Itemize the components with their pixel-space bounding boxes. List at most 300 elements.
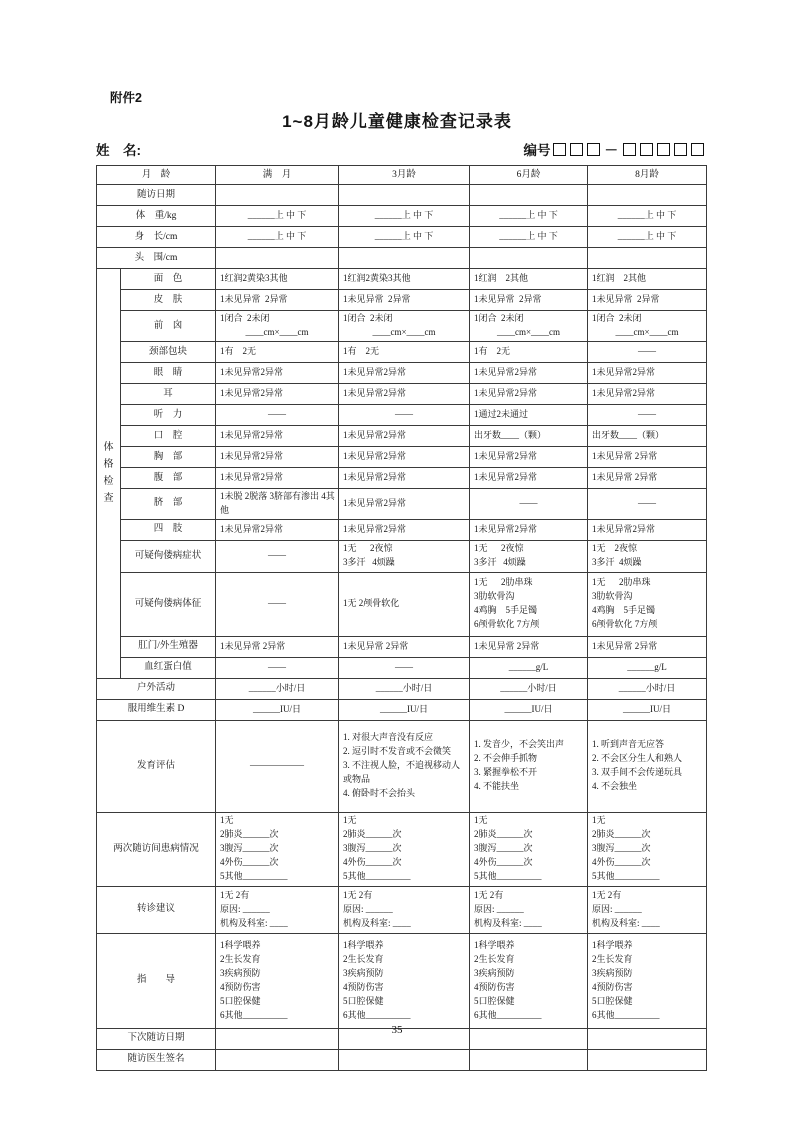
cell — [470, 446, 588, 467]
cell — [588, 572, 707, 636]
code-box — [691, 143, 704, 156]
cell-line: —— — [638, 408, 657, 419]
cell — [339, 446, 470, 467]
section-label: 体 格 检 查 — [97, 269, 121, 679]
cell — [588, 657, 707, 678]
cell — [339, 383, 470, 404]
cell-line: 1未见异常 2异常 — [343, 640, 409, 651]
health-check-table — [96, 165, 707, 1071]
row-label: 听 力 — [121, 404, 216, 425]
cell — [216, 425, 339, 446]
table-row — [97, 269, 707, 290]
cell-line: 5其他__________ — [474, 871, 542, 882]
cell-line: 5其他__________ — [220, 871, 288, 882]
cell-line: 1有 2无 — [343, 345, 380, 356]
column-header: 8月龄 — [588, 166, 707, 185]
cell-line: 1未见异常2异常 — [474, 450, 538, 461]
cell-line: 1未见异常2异常 — [343, 450, 407, 461]
cell — [470, 699, 588, 720]
cell-line: —— — [638, 497, 657, 508]
table-row — [97, 488, 707, 519]
cell-line: —— — [268, 661, 287, 672]
cell-line: 1未见异常2异常 — [474, 471, 538, 482]
cell-line: —— — [395, 408, 414, 419]
cell — [339, 488, 470, 519]
cell — [216, 248, 339, 269]
cell — [339, 467, 470, 488]
page-title: 1~8月龄儿童健康检查记录表 — [282, 112, 512, 131]
cell — [339, 636, 470, 657]
cell-line: 3疾病预防 — [592, 967, 633, 978]
cell — [339, 269, 470, 290]
cell-line: 1无 2有 — [474, 889, 504, 900]
cell-line: 6其他__________ — [220, 1009, 288, 1020]
cell-line: 1红润 2其他 — [474, 273, 529, 284]
cell — [216, 383, 339, 404]
cell — [588, 933, 707, 1028]
cell — [588, 886, 707, 933]
cell — [588, 185, 707, 206]
cell — [216, 720, 339, 812]
cell-line: 1红润2黄染3其他 — [220, 273, 288, 284]
cell-line: 2生长发育 — [474, 953, 515, 964]
row-label: 随访医生签名 — [97, 1049, 216, 1070]
cell-line: 4. 不能扶坐 — [474, 781, 520, 792]
cell-line: ____cm×____cm — [615, 326, 679, 337]
cell — [216, 933, 339, 1028]
cell-line: 4鸡胸 5手足镯 — [474, 605, 538, 616]
cell-line: 1未见异常 2异常 — [592, 450, 658, 461]
cell-line: 1无 2肋串珠 — [592, 577, 651, 588]
table-row — [97, 185, 707, 206]
cell — [470, 425, 588, 446]
cell-line: 1无 — [592, 815, 606, 826]
cell-line: 1闭合 2未闭 — [343, 313, 393, 323]
cell-line: 1科学喂养 — [220, 939, 261, 950]
cell-line: 5口腔保健 — [220, 995, 261, 1006]
cell-line: ______上 中 下 — [374, 210, 434, 221]
cell-line: 1未见异常2异常 — [343, 471, 407, 482]
cell-line: 1闭合 2未闭 — [592, 313, 642, 323]
cell-line: 5口腔保健 — [343, 995, 384, 1006]
cell — [470, 185, 588, 206]
cell-line: ______上 中 下 — [499, 231, 558, 242]
cell — [470, 248, 588, 269]
row-label: 头 围/cm — [97, 248, 216, 269]
table-row — [97, 1049, 707, 1070]
table-row — [97, 886, 707, 933]
cell — [216, 362, 339, 383]
cell-line: —— — [638, 345, 657, 356]
cell — [216, 269, 339, 290]
cell-line: 3疾病预防 — [343, 967, 384, 978]
column-header: 月 龄 — [97, 166, 216, 185]
cell-line: 1未见异常2异常 — [343, 523, 407, 534]
column-header: 3月龄 — [339, 166, 470, 185]
cell-line: 原因: ______ — [343, 903, 393, 914]
cell-line: 3. 双手间不会传递玩具 — [592, 767, 683, 778]
cell-line: 1未见异常2异常 — [220, 366, 284, 377]
cell-line: 5其他__________ — [343, 871, 411, 882]
cell-line: ______上 中 下 — [617, 231, 677, 242]
cell-line: 3肋软骨沟 — [474, 591, 515, 602]
cell-line: 1未见异常2异常 — [220, 450, 284, 461]
row-label: 指 导 — [97, 933, 216, 1028]
row-label: 可疑佝偻病症状 — [121, 540, 216, 572]
cell-line: 3多汗 4烦躁 — [592, 557, 642, 568]
cell-line: 2肺炎______次 — [592, 829, 651, 840]
cell-line: 3肋软骨沟 — [592, 591, 633, 602]
cell-line: —— — [519, 497, 538, 508]
cell-line: 4预防伤害 — [220, 981, 261, 992]
cell-line: 1未见异常2异常 — [220, 471, 284, 482]
cell-line: 1无 2有 — [343, 889, 373, 900]
cell-line: 1未见异常 2异常 — [220, 640, 286, 651]
cell-line: ______g/L — [508, 661, 549, 672]
cell-line: ______小时/日 — [618, 682, 676, 693]
cell-line: 1科学喂养 — [474, 939, 515, 950]
table-row — [97, 446, 707, 467]
cell-line: 5其他__________ — [592, 871, 660, 882]
table-row — [97, 812, 707, 886]
cell-line: 出牙数____（颗） — [474, 429, 547, 440]
cell-line: —— — [395, 661, 414, 672]
table-row — [97, 657, 707, 678]
cell — [588, 404, 707, 425]
column-header: 满 月 — [216, 166, 339, 185]
cell-line: 2生长发育 — [592, 953, 633, 964]
cell — [588, 488, 707, 519]
table-row — [97, 678, 707, 699]
table-row — [97, 290, 707, 311]
row-label: 眼 睛 — [121, 362, 216, 383]
cell — [470, 636, 588, 657]
row-label: 胸 部 — [121, 446, 216, 467]
table-row — [97, 933, 707, 1028]
cell — [339, 185, 470, 206]
cell-line: ______上 中 下 — [499, 210, 558, 221]
cell — [588, 720, 707, 812]
cell — [339, 362, 470, 383]
cell-line: —— — [268, 550, 287, 561]
cell-line: —— — [268, 598, 287, 609]
cell — [470, 362, 588, 383]
cell-line: 1无 — [343, 815, 357, 826]
row-label: 两次随访间患病情况 — [97, 812, 216, 886]
cell — [339, 540, 470, 572]
cell-line: 1未见异常 2异常 — [474, 640, 540, 651]
cell-line: 3. 紧握拳松不开 — [474, 767, 538, 778]
cell-line: 1未见异常2异常 — [474, 523, 538, 534]
row-label: 面 色 — [121, 269, 216, 290]
cell — [216, 572, 339, 636]
cell — [470, 720, 588, 812]
cell-line: 1闭合 2未闭 — [220, 313, 270, 323]
table-row — [97, 636, 707, 657]
code-separator: － — [604, 143, 618, 158]
cell-line: 3腹泻______次 — [474, 843, 533, 854]
cell-line: 1红润 2其他 — [592, 273, 647, 284]
cell-line: 1通过2未通过 — [474, 408, 529, 419]
cell-line: 6颅骨软化 7方颅 — [474, 619, 540, 630]
cell-line: 机构及科室: ____ — [343, 917, 411, 928]
row-label: 转诊建议 — [97, 886, 216, 933]
row-label: 耳 — [121, 383, 216, 404]
cell — [216, 636, 339, 657]
cell — [588, 678, 707, 699]
cell — [339, 933, 470, 1028]
cell-line: 1未见异常 2异常 — [474, 294, 542, 305]
row-label: 下次随访日期 — [97, 1028, 216, 1049]
table-row — [97, 362, 707, 383]
cell-line: 1未见异常2异常 — [592, 387, 656, 398]
table-row — [97, 341, 707, 362]
cell-line: 1未见异常 2异常 — [343, 294, 411, 305]
cell — [216, 290, 339, 311]
cell-line: 5口腔保健 — [474, 995, 515, 1006]
cell — [339, 657, 470, 678]
cell — [216, 488, 339, 519]
cell — [470, 467, 588, 488]
cell-line: 2肺炎______次 — [474, 829, 533, 840]
cell — [588, 290, 707, 311]
cell-line: 1无 2夜惊 — [474, 543, 524, 554]
name-code-row — [96, 139, 706, 159]
row-label: 肛门/外生殖器 — [121, 636, 216, 657]
cell — [588, 699, 707, 720]
cell — [216, 678, 339, 699]
row-label: 腹 部 — [121, 467, 216, 488]
cell-line: 4. 俯卧时不会抬头 — [343, 788, 416, 799]
cell-line: 1无 2有 — [220, 889, 250, 900]
cell-line: 6颅骨软化 7方颅 — [592, 619, 658, 630]
cell-line: 4外伤______次 — [343, 857, 402, 868]
cell-line: ______上 中 下 — [247, 231, 307, 242]
cell-line: ______上 中 下 — [617, 210, 677, 221]
row-label: 皮 肤 — [121, 290, 216, 311]
cell-line: 6其他__________ — [474, 1009, 542, 1020]
table-row — [97, 425, 707, 446]
cell — [588, 425, 707, 446]
cell-line: 1有 2无 — [220, 345, 257, 356]
row-label: 前 囟 — [121, 311, 216, 342]
cell-line: 4外伤______次 — [474, 857, 533, 868]
cell-line: 6其他__________ — [592, 1009, 660, 1020]
cell — [588, 446, 707, 467]
cell — [588, 227, 707, 248]
row-label: 体 重/kg — [97, 206, 216, 227]
cell-line: 1未见异常2异常 — [343, 366, 407, 377]
code-label: 编号 — [523, 143, 551, 158]
cell — [588, 311, 707, 342]
cell-line: 4预防伤害 — [592, 981, 633, 992]
code-boxes-before — [551, 143, 602, 156]
cell — [588, 362, 707, 383]
row-label: 身 长/cm — [97, 227, 216, 248]
cell-line: ____cm×____cm — [245, 326, 309, 337]
row-label: 发育评估 — [97, 720, 216, 812]
cell — [216, 227, 339, 248]
cell-line: 2. 不会伸手抓物 — [474, 753, 538, 764]
cell-line: ______上 中 下 — [247, 210, 307, 221]
cell — [470, 572, 588, 636]
cell-line: 4预防伤害 — [474, 981, 515, 992]
cell-line: 1无 2夜惊 — [343, 543, 393, 554]
cell — [588, 383, 707, 404]
cell-line: ____cm×____cm — [372, 326, 436, 337]
row-label: 服用维生素 D — [97, 699, 216, 720]
cell — [588, 467, 707, 488]
cell — [216, 519, 339, 540]
cell-line: 6其他__________ — [343, 1009, 411, 1020]
cell — [470, 812, 588, 886]
cell-line: 4外伤______次 — [592, 857, 651, 868]
cell-line: 3腹泻______次 — [592, 843, 651, 854]
cell-line: —— — [268, 408, 287, 419]
cell-line: 机构及科室: ____ — [592, 917, 660, 928]
table-row — [97, 467, 707, 488]
cell-line: 1未见异常2异常 — [220, 387, 284, 398]
cell-line: 3. 不注视人脸，不追视移动人或物品 — [343, 760, 461, 785]
cell — [339, 1049, 470, 1070]
cell — [470, 933, 588, 1028]
code-box — [623, 143, 636, 156]
cell-line: 2肺炎______次 — [343, 829, 402, 840]
cell-line: —————— — [250, 760, 305, 771]
code-box — [553, 143, 566, 156]
row-label: 颈部包块 — [121, 341, 216, 362]
cell-line: ______小时/日 — [248, 682, 306, 693]
cell-line: 3腹泻______次 — [220, 843, 279, 854]
attachment-label: 附件2 — [110, 91, 142, 105]
cell-line: 2. 逗引时不发音或不会微笑 — [343, 746, 452, 757]
cell — [339, 290, 470, 311]
cell-line: ______小时/日 — [500, 682, 557, 693]
cell — [470, 341, 588, 362]
cell — [470, 519, 588, 540]
cell — [470, 290, 588, 311]
cell-line: 1. 听到声音无应答 — [592, 739, 665, 750]
cell — [339, 720, 470, 812]
cell-line: 2生长发育 — [343, 953, 384, 964]
cell-line: 1无 2颅骨软化 — [343, 598, 400, 609]
cell-line: 1未见异常 2异常 — [220, 294, 288, 305]
cell-line: 4. 不会独坐 — [592, 781, 638, 792]
cell-line: 4鸡胸 5手足镯 — [592, 605, 656, 616]
cell-line: 1未见异常2异常 — [343, 387, 407, 398]
cell — [216, 206, 339, 227]
cell-line: 2. 不会区分生人和熟人 — [592, 753, 683, 764]
cell — [216, 812, 339, 886]
table-row — [97, 311, 707, 342]
cell — [339, 311, 470, 342]
cell-line: 1未见异常2异常 — [343, 429, 407, 440]
cell — [339, 227, 470, 248]
cell — [339, 519, 470, 540]
cell — [470, 540, 588, 572]
cell-line: 2生长发育 — [220, 953, 261, 964]
row-label: 口 腔 — [121, 425, 216, 446]
cell-line: 4预防伤害 — [343, 981, 384, 992]
cell — [470, 311, 588, 342]
cell — [339, 572, 470, 636]
cell — [216, 404, 339, 425]
cell — [216, 1049, 339, 1070]
cell — [339, 886, 470, 933]
cell — [339, 425, 470, 446]
cell-line: ____cm×____cm — [496, 326, 561, 337]
cell-line: 原因: ______ — [474, 903, 524, 914]
cell-line: 1闭合 2未闭 — [474, 313, 524, 323]
table-row — [97, 720, 707, 812]
cell-line: ______小时/日 — [375, 682, 433, 693]
cell-line: 1无 2有 — [592, 889, 622, 900]
cell-line: ______IU/日 — [380, 703, 429, 714]
cell — [588, 636, 707, 657]
cell — [216, 185, 339, 206]
cell-line: 1无 — [474, 815, 488, 826]
code-boxes-after — [621, 143, 706, 156]
cell — [339, 206, 470, 227]
cell-line: ______上 中 下 — [374, 231, 434, 242]
code-box — [587, 143, 600, 156]
table-row — [97, 248, 707, 269]
cell-line: 1未见异常2异常 — [343, 497, 407, 508]
cell-line: 机构及科室: ____ — [220, 917, 288, 928]
table-row — [97, 699, 707, 720]
cell-line: 1科学喂养 — [343, 939, 384, 950]
cell-line: 1未见异常 2异常 — [592, 640, 658, 651]
cell-line: 1未见异常2异常 — [220, 523, 284, 534]
cell — [588, 341, 707, 362]
cell — [470, 206, 588, 227]
cell — [470, 678, 588, 699]
cell — [216, 467, 339, 488]
cell-line: 1未见异常 2异常 — [592, 294, 660, 305]
cell-line: 1未见异常2异常 — [220, 429, 284, 440]
cell-line: 3多汗 4烦躁 — [343, 557, 395, 568]
cell — [216, 540, 339, 572]
cell-line: 机构及科室: ____ — [474, 917, 542, 928]
cell-line: 1未见异常2异常 — [592, 523, 656, 534]
cell-line: 3疾病预防 — [474, 967, 515, 978]
cell-line: 1有 2无 — [474, 345, 511, 356]
cell — [588, 1049, 707, 1070]
cell-line: 原因: ______ — [592, 903, 642, 914]
page-number: 35 — [391, 1024, 403, 1036]
code-box — [657, 143, 670, 156]
row-label: 血红蛋白值 — [121, 657, 216, 678]
cell-line: 3多汗 4烦躁 — [474, 557, 526, 568]
row-label: 可疑佝偻病体征 — [121, 572, 216, 636]
cell-line: 原因: ______ — [220, 903, 270, 914]
cell-line: 1未见异常 2异常 — [592, 471, 658, 482]
cell — [470, 886, 588, 933]
cell — [588, 269, 707, 290]
table-row — [97, 383, 707, 404]
cell — [470, 404, 588, 425]
table-row — [97, 519, 707, 540]
table-row — [97, 206, 707, 227]
code-area — [524, 139, 707, 159]
cell-line: 5口腔保健 — [592, 995, 633, 1006]
cell — [339, 248, 470, 269]
cell — [588, 519, 707, 540]
cell — [216, 657, 339, 678]
cell-line: 1. 发音少，不会笑出声 — [474, 739, 565, 750]
cell — [470, 227, 588, 248]
cell-line: 出牙数____（颗） — [592, 429, 665, 440]
